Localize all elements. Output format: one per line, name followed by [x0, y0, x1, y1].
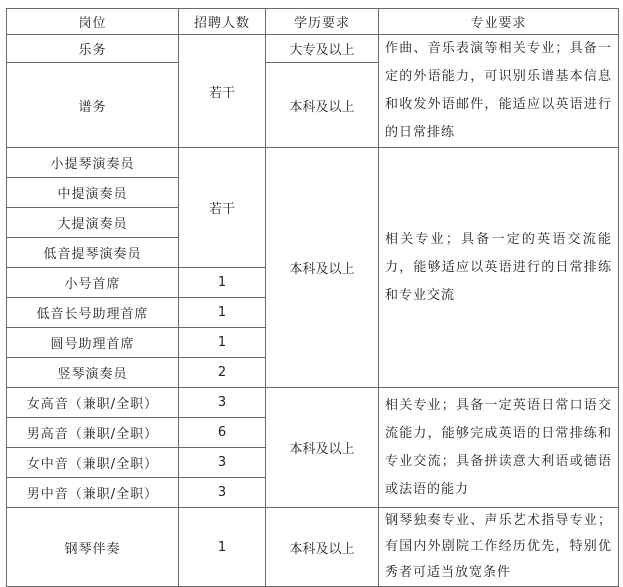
education-cell: 本科及以上 [266, 148, 379, 388]
position-cell: 男中音（兼职/全职） [7, 478, 179, 508]
requirement-cell: 相关专业；具备一定的英语交流能力，能够适应以英语进行的日常排练和专业交流 [379, 148, 619, 388]
position-cell: 小提琴演奏员 [7, 148, 179, 178]
count-cell: 1 [179, 508, 266, 587]
position-cell: 低音长号助理首席 [7, 298, 179, 328]
recruitment-table-container [6, 8, 618, 587]
position-cell: 圆号助理首席 [7, 328, 179, 358]
table-row [7, 35, 619, 63]
requirement-cell: 作曲、音乐表演等相关专业；具备一定的外语能力，可识别乐谱基本信息和收发外语邮件，能适应以英语进行的日常排练 [379, 35, 619, 148]
position-cell: 男高音（兼职/全职） [7, 418, 179, 448]
education-cell: 本科及以上 [266, 388, 379, 508]
education-cell: 本科及以上 [266, 508, 379, 587]
position-cell: 低音提琴演奏员 [7, 238, 179, 268]
education-cell: 大专及以上 [266, 35, 379, 63]
header-count: 招聘人数 [179, 9, 266, 35]
count-cell: 3 [179, 448, 266, 478]
table-row [7, 508, 619, 587]
count-cell: 1 [179, 328, 266, 358]
table-header-row [7, 9, 619, 35]
position-cell: 大提演奏员 [7, 208, 179, 238]
position-cell: 竖琴演奏员 [7, 358, 179, 388]
requirement-cell: 相关专业；具备一定英语日常口语交流能力，能够完成英语的日常排练和专业交流；具备拼读意大利语或德语或法语的能力 [379, 388, 619, 508]
header-position: 岗位 [7, 9, 179, 35]
position-cell: 乐务 [7, 35, 179, 63]
position-cell: 中提演奏员 [7, 178, 179, 208]
count-cell: 2 [179, 358, 266, 388]
count-cell: 若干 [179, 35, 266, 148]
position-cell: 女高音（兼职/全职） [7, 388, 179, 418]
requirement-cell: 钢琴独奏专业、声乐艺术指导专业；有国内外剧院工作经历优先，特别优秀者可适当放宽条件 [379, 508, 619, 587]
table-row [7, 148, 619, 178]
position-cell: 女中音（兼职/全职） [7, 448, 179, 478]
recruitment-table [6, 8, 619, 587]
education-cell: 本科及以上 [266, 63, 379, 148]
header-education: 学历要求 [266, 9, 379, 35]
count-cell: 6 [179, 418, 266, 448]
count-cell: 3 [179, 478, 266, 508]
table-row [7, 388, 619, 418]
count-cell: 若干 [179, 148, 266, 268]
count-cell: 3 [179, 388, 266, 418]
count-cell: 1 [179, 268, 266, 298]
position-cell: 小号首席 [7, 268, 179, 298]
count-cell: 1 [179, 298, 266, 328]
position-cell: 谱务 [7, 63, 179, 148]
position-cell: 钢琴伴奏 [7, 508, 179, 587]
header-requirement: 专业要求 [379, 9, 619, 35]
